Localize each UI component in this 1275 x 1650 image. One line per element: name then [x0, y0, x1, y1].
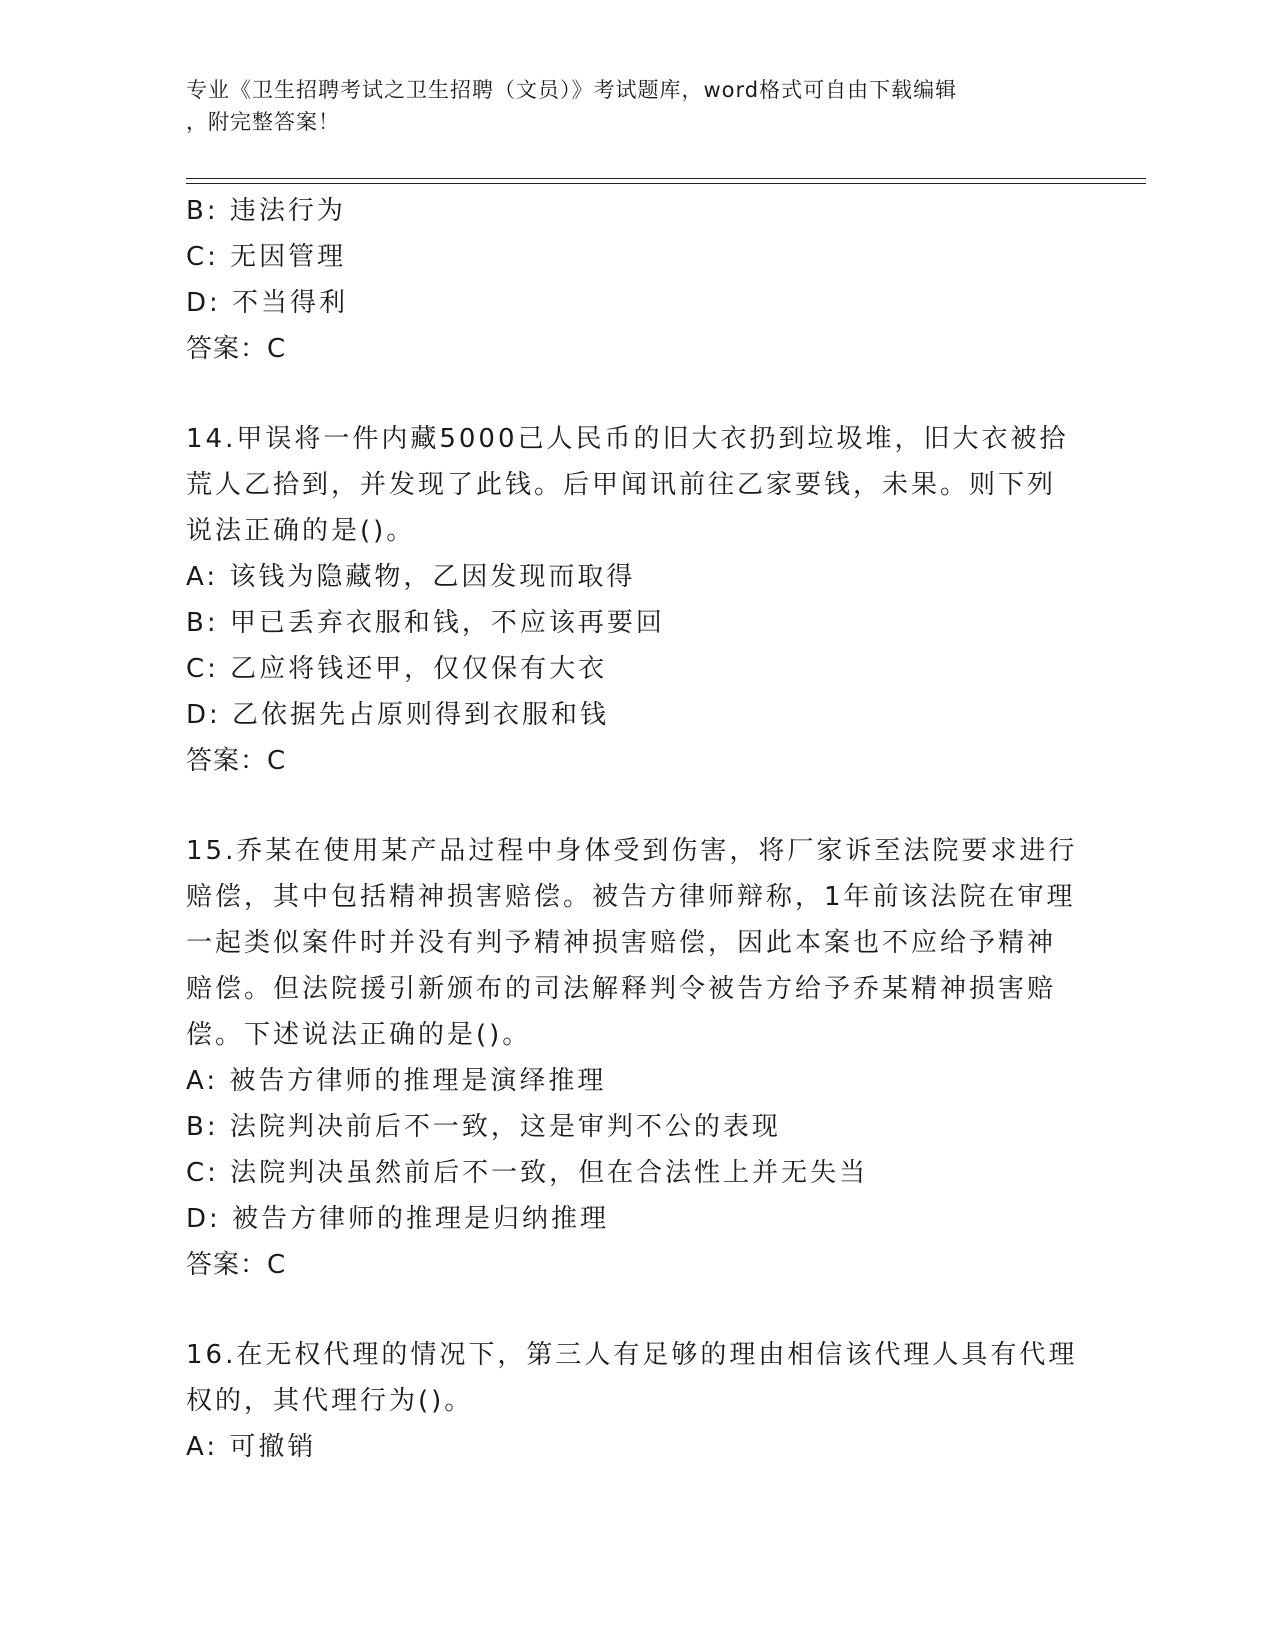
- q15-stem-line-5: 偿。下述说法正确的是()。: [186, 1020, 532, 1050]
- q15-stem-line-2: 赔偿，其中包括精神损害赔偿。被告方律师辩称，1年前该法院在审理: [186, 882, 1076, 912]
- q16-stem-line-2: 权的，其代理行为()。: [186, 1386, 474, 1416]
- q15-option-c: C: 法院判决虽然前后不一致，但在合法性上并无失当: [186, 1158, 869, 1188]
- q13-option-b: B: 违法行为: [186, 196, 346, 226]
- q14-option-b: B: 甲已丢弃衣服和钱，不应该再要回: [186, 608, 665, 638]
- q16-option-a: A: 可撤销: [186, 1432, 317, 1462]
- spacer: [186, 784, 1086, 828]
- q14-stem-line-1: 14.甲误将一件内藏5000己人民币的旧大衣扔到垃圾堆，旧大衣被拾: [186, 424, 1069, 454]
- header-line-1: 专业《卫生招聘考试之卫生招聘（文员）》考试题库，word格式可自由下载编辑: [186, 78, 958, 102]
- spacer: [186, 372, 1086, 416]
- q15-stem-line-3: 一起类似案件时并没有判予精神损害赔偿，因此本案也不应给予精神: [186, 928, 1057, 958]
- q13-option-d: D: 不当得利: [186, 288, 349, 318]
- q15-option-b: B: 法院判决前后不一致，这是审判不公的表现: [186, 1112, 781, 1142]
- header-divider-top: [186, 178, 1146, 179]
- q15-option-a: A: 被告方律师的推理是演绎推理: [186, 1066, 607, 1096]
- q14-option-d: D: 乙依据先占原则得到衣服和钱: [186, 700, 610, 730]
- q14-stem-line-3: 说法正确的是()。: [186, 516, 416, 546]
- document-header: [186, 74, 1066, 138]
- q14-stem-line-2: 荒人乙拾到，并发现了此钱。后甲闻讯前往乙家要钱，未果。则下列: [186, 470, 1057, 500]
- header-line-2: ，附完整答案！: [186, 110, 340, 134]
- q14-option-a: A: 该钱为隐藏物，乙因发现而取得: [186, 562, 636, 592]
- q15-answer: 答案：C: [186, 1250, 287, 1280]
- q16-stem-line-1: 16.在无权代理的情况下，第三人有足够的理由相信该代理人具有代理: [186, 1340, 1078, 1370]
- q13-answer: 答案：C: [186, 334, 287, 364]
- question-content: [186, 188, 1086, 1470]
- q13-option-c: C: 无因管理: [186, 242, 347, 272]
- q14-answer: 答案：C: [186, 746, 287, 776]
- header-divider-bottom: [186, 183, 1146, 184]
- q15-stem-line-1: 15.乔某在使用某产品过程中身体受到伤害，将厂家诉至法院要求进行: [186, 836, 1078, 866]
- q14-option-c: C: 乙应将钱还甲，仅仅保有大衣: [186, 654, 608, 684]
- q15-option-d: D: 被告方律师的推理是归纳推理: [186, 1204, 610, 1234]
- spacer: [186, 1288, 1086, 1332]
- q15-stem-line-4: 赔偿。但法院援引新颁布的司法解释判令被告方给予乔某精神损害赔: [186, 974, 1057, 1004]
